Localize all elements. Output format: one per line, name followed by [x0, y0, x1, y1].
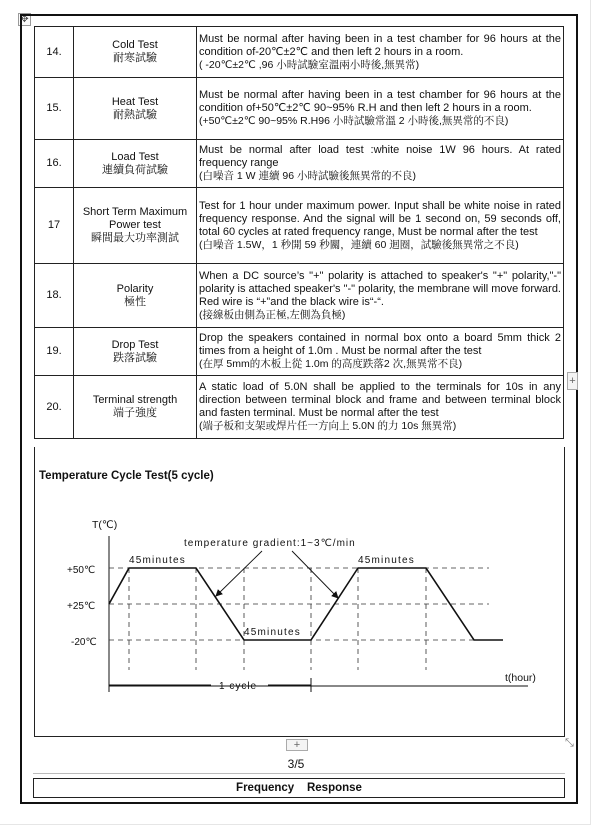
test-description-en: Must be normal after having been in a test chamber for 96 hours at the condition of-20℃±2℃ and then left 2 hours in a room.	[199, 32, 561, 58]
test-name-en: Terminal strength	[92, 394, 178, 406]
test-description-en: When a DC source’s "+" polarity is attached to speaker's "+" polarity,"-" polarity is attached speaker's "-" polarity, the membrane will move forward. Red wire is “+”and the black wire is“-“.	[199, 269, 561, 308]
hold-label-high-2: 45minutes	[358, 555, 415, 566]
test-name-en: Polarity	[116, 282, 154, 295]
test-description-en: A static load of 5.0N shall be applied to the terminals for 10s in any direction between terminal block and frame and between terminal block and fasten terminal. Must be normal after the test	[199, 381, 561, 419]
test-description-zh: (在厚 5mm的木板上從 1.0m 的高度跌落2 次,無異常不良)	[199, 358, 463, 370]
test-name-zh: 端子強度	[113, 407, 157, 419]
cycle-span-label: 1 cycle	[219, 681, 258, 692]
test-name-zh: 瞬間最大功率測試	[91, 232, 179, 244]
test-description-zh: (端子板和支架或焊片任一方向上 5.0N 的力 10s 無異常)	[199, 420, 457, 432]
test-name-en: Load Test	[111, 150, 159, 163]
level-label-minus20: -20℃	[71, 637, 97, 648]
gradient-arrow-right	[292, 551, 338, 598]
add-row-button[interactable]: +	[286, 739, 308, 751]
test-description-zh: (白噪音 1.5W，1 秒開 59 秒關，連續 60 迴圈，試驗後無異常之不良)	[199, 238, 519, 251]
next-table-divider	[33, 773, 565, 774]
test-name-zh: 連續負荷試驗	[102, 163, 168, 176]
test-name-en: Drop Test	[111, 338, 159, 351]
x-axis-label: t(hour)	[505, 672, 536, 684]
test-name-en: Heat Test	[111, 95, 159, 108]
gradient-label: temperature gradient:1~3℃/min	[184, 538, 356, 549]
test-name-en: Cold Test	[112, 39, 158, 51]
level-label-plus50: +50℃	[67, 565, 96, 576]
frequency-response-header	[33, 778, 565, 798]
level-label-plus25: +25℃	[67, 601, 96, 612]
test-description-zh: (白噪音 1 W 連續 96 小時試驗後無異常的不良)	[199, 170, 417, 182]
table-resize-icon[interactable]: ⤡	[565, 737, 574, 749]
test-number: 17	[35, 188, 74, 264]
test-description-en: Must be normal after load test :white noise 1W 96 hours. At rated frequency range	[199, 144, 561, 169]
test-description-en: Drop the speakers contained in normal box onto a board 5mm thick 2 times from a height of 1.0m . Must be normal after the test	[199, 332, 561, 357]
test-name-zh: 跌落試驗	[113, 351, 157, 364]
hold-label-high: 45minutes	[129, 555, 186, 566]
y-axis-label: T(℃)	[92, 519, 118, 531]
test-description-en: Test for 1 hour under maximum power. Input shall be white noise in rated frequency response. And the signal will be 1 second on, 59 seconds off, total 60 cycles at rated frequency range, Must be normal after the test	[199, 199, 561, 238]
test-number: 15.	[35, 78, 74, 140]
hold-label-low: 45minutes	[244, 627, 301, 638]
test-number: 19.	[35, 328, 74, 376]
frequency-response-title: Frequency Response	[236, 782, 362, 794]
test-number: 16.	[35, 140, 74, 188]
test-number: 18.	[35, 264, 74, 328]
test-name-zh: 耐寒試驗	[113, 52, 157, 64]
test-name-zh: 極性	[124, 295, 146, 308]
test-description-zh: (+50℃±2℃ 90~95% R.H96 小時試驗常溫 2 小時後,無異常的不良)	[199, 115, 509, 127]
test-name-zh: 耐熱試驗	[113, 108, 157, 121]
page-number: 3/5	[287, 757, 305, 771]
table-move-handle-icon[interactable]: ✥	[18, 13, 31, 26]
test-description-en: Must be normal after having been in a test chamber for 96 hours at the condition of+50℃±2℃ 90~95% R.H and then left 2 hours in a room.	[199, 89, 561, 114]
temperature-cycle-title: Temperature Cycle Test(5 cycle)	[39, 470, 214, 482]
test-description-zh: (接線板由側為正極,左側為負極)	[199, 308, 346, 321]
gradient-arrow-left	[216, 551, 262, 596]
test-number: 20.	[35, 376, 74, 439]
test-description-zh: ( -20℃±2℃ ,96 小時試驗室溫兩小時後,無異常)	[199, 58, 420, 71]
test-name-en: Short Term Maximum Power test	[82, 206, 188, 231]
add-column-button[interactable]: +	[567, 372, 578, 390]
test-number: 14.	[35, 27, 74, 78]
